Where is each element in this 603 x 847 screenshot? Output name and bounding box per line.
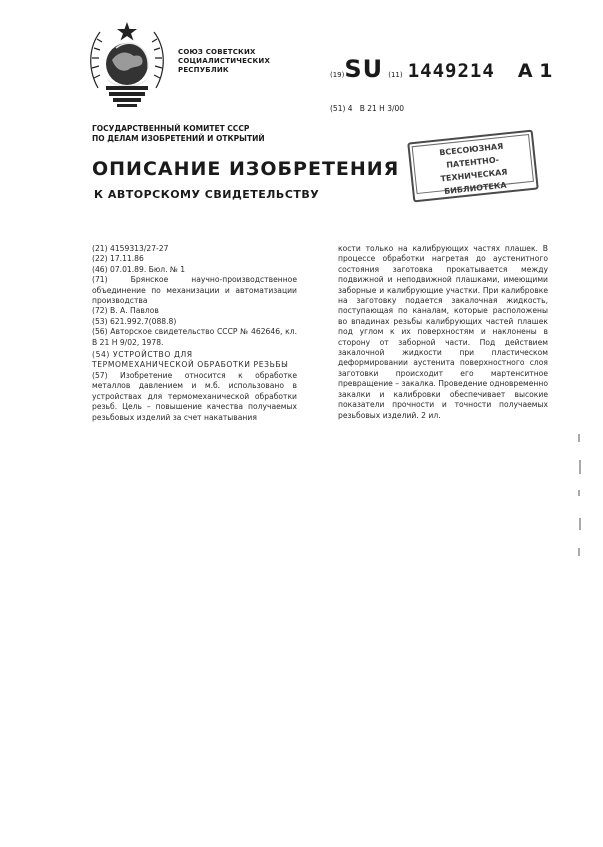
code-11: (11) (388, 71, 403, 79)
state-emblem-icon (86, 18, 168, 110)
committee-line: ПО ДЕЛАМ ИЗОБРЕТЕНИЙ И ОТКРЫТИЙ (92, 134, 265, 143)
stamp-line: ВСЕСОЮЗНАЯ (438, 141, 504, 158)
field-21: (21) 4159313/27-27 (92, 244, 169, 253)
ipc-classification (330, 104, 404, 113)
document-subtitle: К АВТОРСКОМУ СВИДЕТЕЛЬСТВУ (94, 188, 320, 201)
document-kind: A 1 (517, 60, 553, 82)
union-line: СОЮЗ СОВЕТСКИХ (178, 48, 256, 56)
stamp-line: БИБЛИОТЕКА (443, 180, 507, 197)
abstract-continued: кости только на калибрующих частях плашек. В процессе обработки нагретая до аустенитного состояния заготовка прокатывается между подвижной и неподвижной плашками, имеющими заборные и калибрующие участки. При калибровке на заготовку подается закалочная жидкость, поступающая по каналам, которые расположены во впадинах резьбы калибрующих частей плашек под углом к их поверхностям и наклонены в сторону от заборной части. Под действием закалочной жидкости при пластическом деформировании аустенита поверхностного слоя заготовки происходит его мартенситное превращение – закалка. Проведение одновременно закалки и калибровки обеспечивает высокие показатели прочности и точности получаемых резьбовых изделий. 2 ил. (338, 244, 548, 420)
bibliographic-data (92, 244, 297, 423)
code-19: (19) (330, 71, 345, 79)
union-line: СОЦИАЛИСТИЧЕСКИХ (178, 57, 271, 65)
field-46: (46) 07.01.89. Бюл. № 1 (92, 264, 186, 274)
field-54-invention-title: (54) УСТРОЙСТВО ДЛЯ ТЕРМОМЕХАНИЧЕСКОЙ ОБРАБОТКИ РЕЗЬБЫ (92, 350, 289, 370)
ipc-class: B 21 H 3/00 (359, 104, 405, 113)
ipc-code: (51) 4 (330, 104, 353, 113)
field-56: (56) Авторское свидетельство СССР № 462646, кл. В 21 Н 9/02, 1978. (92, 327, 297, 347)
patent-number: 1449214 (407, 60, 495, 82)
field-72: (72) В. А. Павлов (92, 306, 159, 316)
library-stamp (407, 130, 539, 203)
stamp-line: ПАТЕНТНО-ТЕХНИЧЕСКАЯ (440, 155, 508, 184)
field-71: (71) Брянское научно-производственное объединение по механизации и автоматизации производства (92, 275, 297, 306)
field-53: (53) 621.992.7(088.8) (92, 316, 177, 326)
committee-line: ГОСУДАРСТВЕННЫЙ КОМИТЕТ СССР (92, 124, 250, 133)
country-code: SU (344, 55, 384, 83)
publication-number (330, 55, 552, 83)
field-22: (22) 17.11.86 (92, 254, 144, 264)
committee-name (92, 124, 265, 144)
union-name (178, 48, 270, 75)
field-57-abstract: (57) Изобретение относится к обработке металлов давлением и м.б. использовано в устройствах для термомеханической обработки резьб. Цель – повышение качества получаемых резьбовых изделий за счет накатывания (92, 370, 297, 422)
scan-edge-marks (577, 430, 583, 570)
union-line: РЕСПУБЛИК (178, 66, 229, 74)
document-title: ОПИСАНИЕ ИЗОБРЕТЕНИЯ (92, 158, 400, 180)
